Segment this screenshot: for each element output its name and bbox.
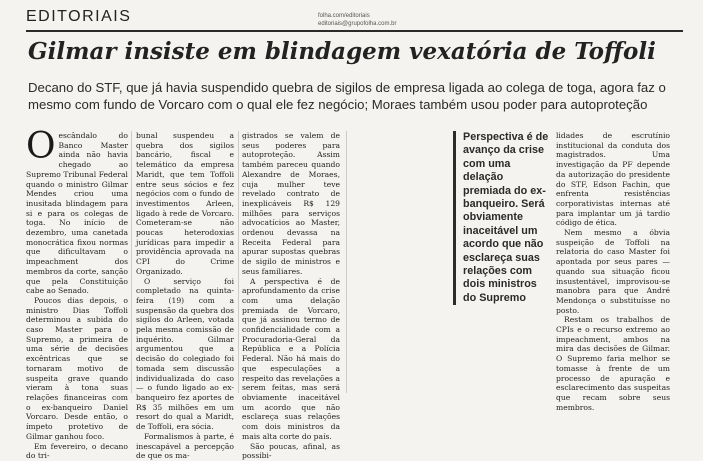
paragraph: São poucas, afinal, as possibi-: [242, 441, 340, 461]
headline: Gilmar insiste em blindagem vexatória de Toffoli: [28, 38, 656, 65]
article-body: [26, 126, 686, 461]
paragraph: Formalismos à parte, é inescapável a percepção de que os ma-: [136, 431, 234, 461]
paragraph: gistrados se valem de seus poderes para autoproteção. Assim também pareceu quando Alexandre de Moraes, cuja mulher teve revelado contrato de inexplicáveis R$ 129 milhões para serviços advocatícios ao Master, ordenou devassa na Receita Federal para apurar supostas quebras de sigilo de ministros e seus familiares.: [242, 131, 340, 276]
column-rule: [346, 131, 347, 393]
column-5: [556, 131, 670, 412]
column-3: [242, 131, 340, 461]
deck: Decano do STF, que já havia suspendido quebra de sigilos de empresa ligada ao colega de toga, agora faz o mesmo com fundo de Vorcaro com o qual ele fez negócio; Moraes também usou poder para autoproteção: [28, 80, 666, 112]
paragraph: lidades de escrutínio institucional da conduta dos magistrados. Uma investigação da PF depende da autorização do presidente do STF, Edson Fachin, que enfrenta resistências corporativistas internas até para implantar um já tardio código de ética.: [556, 131, 670, 228]
paragraph: bunal suspendeu a quebra dos sigilos bancário, fiscal e telemático da empresa Maridt, que tem Toffoli entre seus sócios e fez negócios com o fundo de investimentos Arleen, ligado à rede de Vorcaro. Cometeram-se não poucas heterodoxias jurídicas para impedir a providência aprovada na CPI do Crime Organizado.: [136, 131, 234, 276]
paragraph: Restam os trabalhos de CPIs e o recurso extremo ao impeachment, ambos na mira das decisões de Gilmar. O Supremo faria melhor se tomasse à frente de um processo de apuração e esclarecimento das suspeitas que recam sobre seus membros.: [556, 315, 670, 412]
column-rule: [238, 131, 239, 393]
paragraph: Oescândalo do Banco Master ainda não havia chegado ao Supremo Tribunal Federal quando o ministro Gilmar Mendes criou uma inusitada blindagem para si e para os colegas de toga. No início de dezembro, uma canetada monocrática fixou normas que dificultavam o impeachment dos membros da corte, sanção que pela Constituição cabe ao Senado.: [26, 126, 128, 296]
column-1: [26, 126, 128, 461]
site-link[interactable]: folha.com/editoriais: [318, 13, 370, 19]
column-2: [136, 131, 234, 461]
paragraph: Nem mesmo a óbvia suspeição de Toffoli na relatoria do caso Master foi apontada por seus pares — quando sua situação ficou insustentável, improvisou-se manobra para que André Mendonça o substituísse no posto.: [556, 228, 670, 315]
paragraph: A perspectiva é de aprofundamento da crise com uma delação premiada de Vorcaro, que já assinou termo de confidencialidade com a Procuradoria-Geral da República e a Polícia Federal. Não há mais do que especulações a respeito das revelações a serem feitas, mas será obviamente inaceitável um acordo que não esclareça suas relações com dois ministros da mais alta corte do país.: [242, 276, 340, 441]
column-rule: [131, 131, 132, 393]
email-link[interactable]: editoriais@grupofolha.com.br: [318, 21, 397, 27]
paragraph: Em fevereiro, o decano do tri-: [26, 441, 128, 461]
paragraph: O serviço foi completado na quinta-feira (19) com a suspensão da quebra dos sigilos do Arleen, votada pela mesma comissão de inquérito. Gilmar argumentou que a decisão do colegiado foi tomada sem discussão individualizada do caso — o fundo ligado ao ex-banqueiro fez aportes de R$ 35 milhões em um resort do qual a Maridt, de Toffoli, era sócia.: [136, 276, 234, 432]
section-header: [26, 8, 683, 32]
drop-cap: O: [26, 126, 56, 167]
paragraph: Poucos dias depois, o ministro Dias Toffoli determinou a subida do caso Master para o Supremo, a primeira de uma série de decisões excêntricas que se tornaram motivo de suspeita grave quando vieram à tona suas relações financeiras com o ex-banqueiro Daniel Vorcaro. Desde então, o ímpeto protetivo de Gilmar ganhou foco.: [26, 295, 128, 441]
section-title: EDITORIAIS: [26, 8, 132, 25]
section-meta: [318, 12, 396, 28]
pull-quote: Perspectiva é de avanço da crise com uma delação premiada do ex-banqueiro. Será obviamente inaceitável um acordo que não esclareça suas relações com dois ministros do Supremo: [453, 131, 551, 305]
